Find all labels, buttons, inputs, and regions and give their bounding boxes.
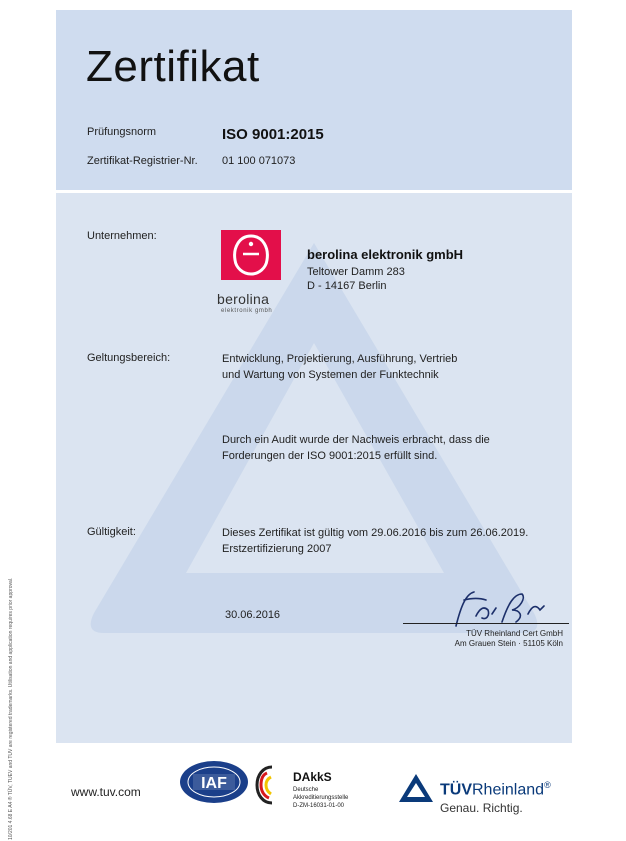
logo-subtitle: elektronik gmbh <box>221 308 273 314</box>
tuv-brand: TÜVRheinland® <box>440 780 551 799</box>
audit-line-1: Durch ein Audit wurde der Nachweis erbracht, dass die <box>222 434 490 446</box>
standard-value: ISO 9001:2015 <box>222 126 324 143</box>
validity-line-2: Erstzertifizierung 2007 <box>222 543 332 555</box>
tuv-slogan: Genau. Richtig. <box>440 801 523 815</box>
registration-label: Zertifikat-Registrier-Nr. <box>87 155 198 167</box>
footer-url: www.tuv.com <box>71 785 141 799</box>
audit-line-2: Forderungen der ISO 9001:2015 erfüllt sind. <box>222 450 438 462</box>
issuer-name: TÜV Rheinland Cert GmbH <box>466 629 563 638</box>
certificate-header <box>56 10 572 190</box>
issuer-address: Am Grauen Stein · 51105 Köln <box>454 639 563 648</box>
validity-label: Gültigkeit: <box>87 526 136 538</box>
standard-label: Prüfungsnorm <box>87 126 157 138</box>
logo-name: berolina <box>217 291 270 307</box>
scope-line-2: und Wartung von Systemen der Funktechnik <box>222 369 439 381</box>
company-city: D - 14167 Berlin <box>307 280 387 292</box>
dakks-logo-icon <box>255 765 289 805</box>
company-street: Teltower Damm 283 <box>307 266 405 278</box>
issue-date: 30.06.2016 <box>225 609 281 621</box>
tuv-triangle-icon <box>397 772 435 804</box>
berolina-logo-icon <box>221 230 281 280</box>
scope-label: Geltungsbereich: <box>87 352 171 364</box>
certificate-body <box>56 193 572 743</box>
dakks-title: DAkkS <box>293 770 332 784</box>
side-note: 10/201 4.68 E A4 ® TÜV, TUEV and TUV are registered trademarks. Utilisation and application requires prior approval. <box>8 577 14 840</box>
iaf-text: IAF <box>201 775 227 792</box>
validity-line-1: Dieses Zertifikat ist gültig vom 29.06.2016 bis zum 26.06.2019. <box>222 527 529 539</box>
scope-line-1: Entwicklung, Projektierung, Ausführung, Vertrieb <box>222 353 458 365</box>
company-name: berolina elektronik gmbH <box>307 247 464 262</box>
company-logo <box>221 230 281 280</box>
registration-value: 01 100 071073 <box>222 155 296 167</box>
dakks-line-3: D-ZM-16031-01-00 <box>293 803 345 809</box>
company-label: Unternehmen: <box>87 230 157 242</box>
signature-line <box>403 623 569 624</box>
dakks-line-2: Akkreditierungsstelle <box>293 795 349 801</box>
dakks-line-1: Deutsche <box>293 787 319 793</box>
iaf-logo-icon <box>179 760 249 804</box>
page-title: Zertifikat <box>86 42 260 91</box>
